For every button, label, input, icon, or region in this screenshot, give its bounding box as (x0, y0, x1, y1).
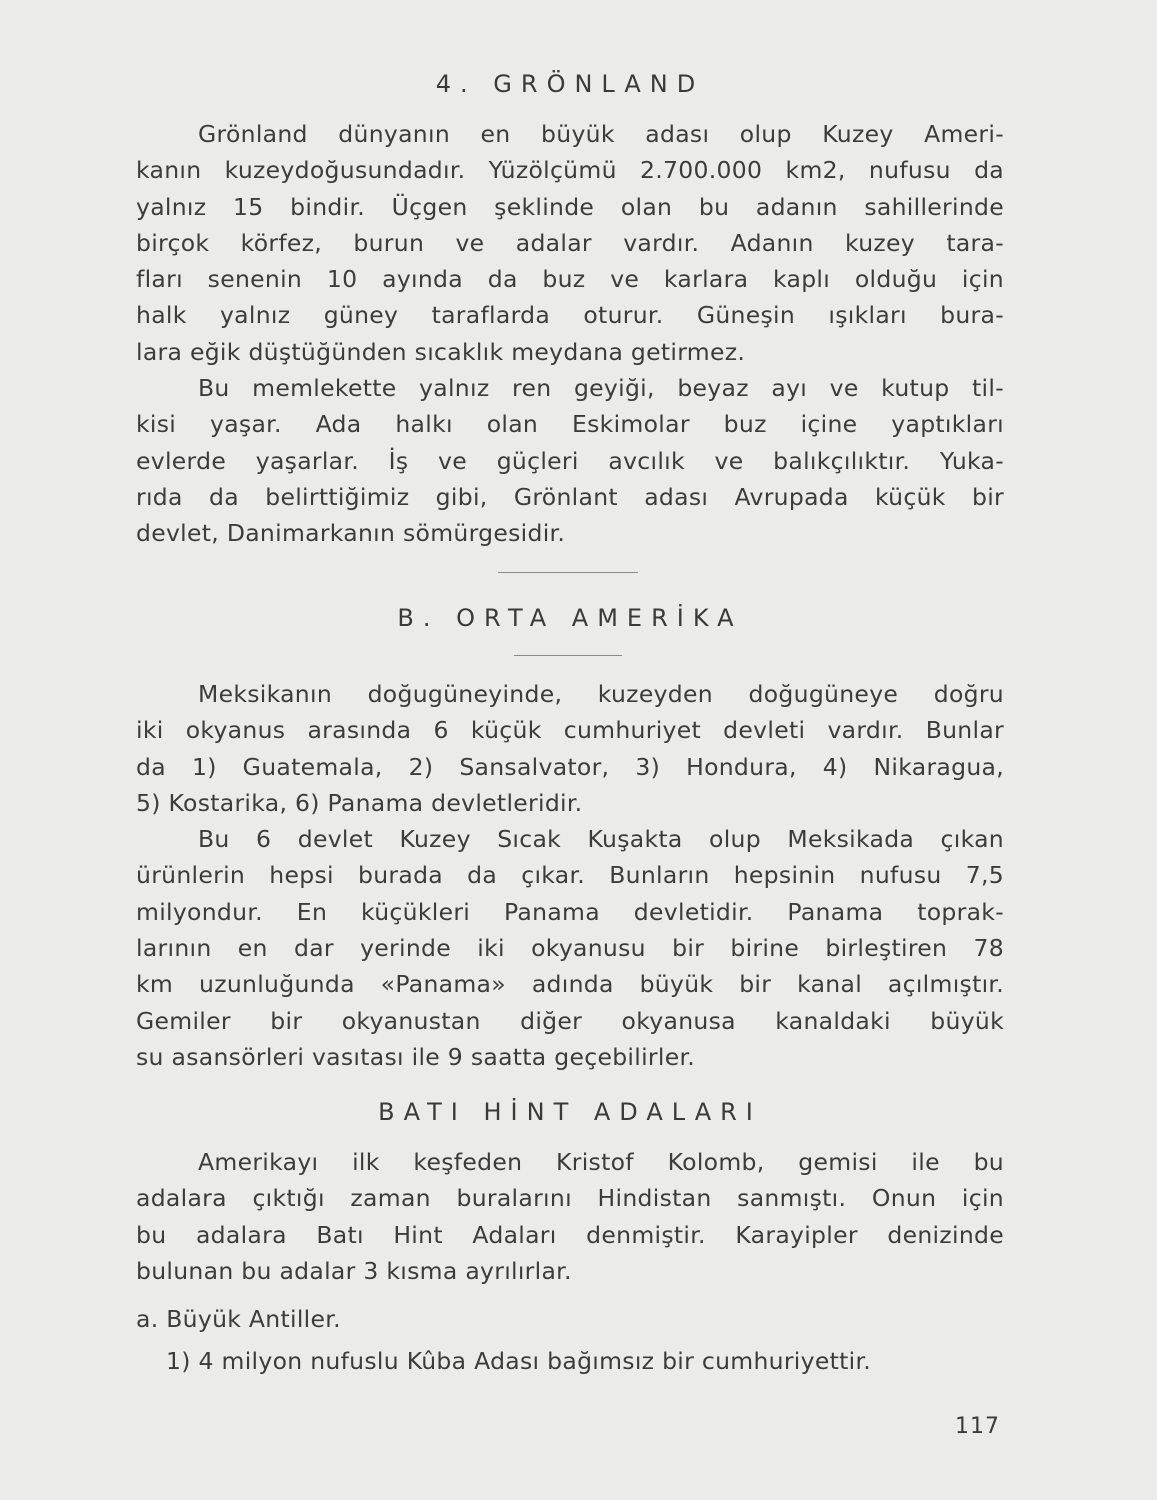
text-line: Grönland dünyanın en büyük adası olup Kuzey Ameri- (198, 120, 1004, 148)
text-line: su asansörleri vasıtası ile 9 saatta geçebilirler. (136, 1042, 696, 1071)
text-line: bulunan bu adalar 3 kısma ayrılırlar. (136, 1256, 572, 1285)
text-line: kanın kuzeydoğusundadır. Yüzölçümü 2.700.000 km2, nufusu da (136, 156, 1004, 185)
divider-rule (514, 655, 622, 656)
heading-bati-hint-adalari: BATI HİNT ADALARI (378, 1098, 762, 1126)
text-line: yalnız 15 bindir. Üçgen şeklinde olan bu adanın sahillerinde (136, 192, 1004, 221)
text-line: lara eğik düştüğünden sıcaklık meydana getirmez. (136, 337, 746, 366)
text-line: Meksikanın doğugüneyinde, kuzeyden doğugüneye doğru (198, 680, 1004, 708)
text-line: birçok körfez, burun ve adalar vardır. Adanın kuzey tara- (136, 228, 1004, 257)
list-heading: a. Büyük Antiller. (136, 1305, 341, 1334)
text-line: fları senenin 10 ayında da buz ve karlara kaplı olduğu için (136, 265, 1004, 294)
text-line: 5) Kostarika, 6) Panama devletleridir. (136, 788, 583, 817)
text-line: bu adalara Batı Hint Adaları denmiştir. Karayipler denizinde (136, 1220, 1004, 1249)
list-item: 1) 4 milyon nufuslu Kûba Adası bağımsız bir cumhuriyettir. (166, 1347, 872, 1376)
text-line: km uzunluğunda «Panama» adında büyük bir kanal açılmıştır. (136, 970, 1004, 999)
text-line: larının en dar yerinde iki okyanusu bir birine birleştiren 78 (136, 934, 1004, 963)
paragraph-gronland (136, 116, 1004, 552)
text-line: rıda da belirttiğimiz gibi, Grönlant adası Avrupada küçük bir (136, 482, 1004, 511)
text-line: devlet, Danimarkanın sömürgesidir. (136, 519, 566, 548)
paragraph-bati-hint (136, 1144, 1004, 1380)
page-number: 117 (955, 1414, 1000, 1439)
text-line: Amerikayı ilk keşfeden Kristof Kolomb, gemisi ile bu (198, 1148, 1004, 1176)
text-line: milyondur. En küçükleri Panama devletidir. Panama toprak- (136, 897, 1004, 926)
text-line: da 1) Guatemala, 2) Sansalvator, 3) Hondura, 4) Nikaragua, (136, 752, 1004, 781)
text-line: Bu memlekette yalnız ren geyiği, beyaz ayı ve kutup til- (198, 374, 1004, 403)
text-line: iki okyanus arasında 6 küçük cumhuriyet devleti vardır. Bunlar (136, 716, 1004, 745)
divider-rule (498, 572, 638, 573)
text-line: halk yalnız güney taraflarda oturur. Güneşin ışıkları bura- (136, 301, 1004, 330)
text-line: kisi yaşar. Ada halkı olan Eskimolar buz içine yaptıkları (136, 410, 1004, 439)
text-line: adalara çıktığı zaman buralarını Hindistan sanmıştı. Onun için (136, 1184, 1004, 1213)
paragraph-orta-amerika (136, 676, 1004, 1075)
text-line: ürünlerin hepsi burada da çıkar. Bunların hepsinin nufusu 7,5 (136, 861, 1004, 890)
text-line: Bu 6 devlet Kuzey Sıcak Kuşakta olup Meksikada çıkan (198, 825, 1004, 854)
text-line: Gemiler bir okyanustan diğer okyanusa kanaldaki büyük (136, 1006, 1004, 1035)
text-line: evlerde yaşarlar. İş ve güçleri avcılık ve balıkçılıktır. Yuka- (136, 446, 1004, 475)
heading-orta-amerika: B. ORTA AMERİKA (397, 604, 743, 632)
heading-gronland: 4. GRÖNLAND (435, 70, 705, 98)
